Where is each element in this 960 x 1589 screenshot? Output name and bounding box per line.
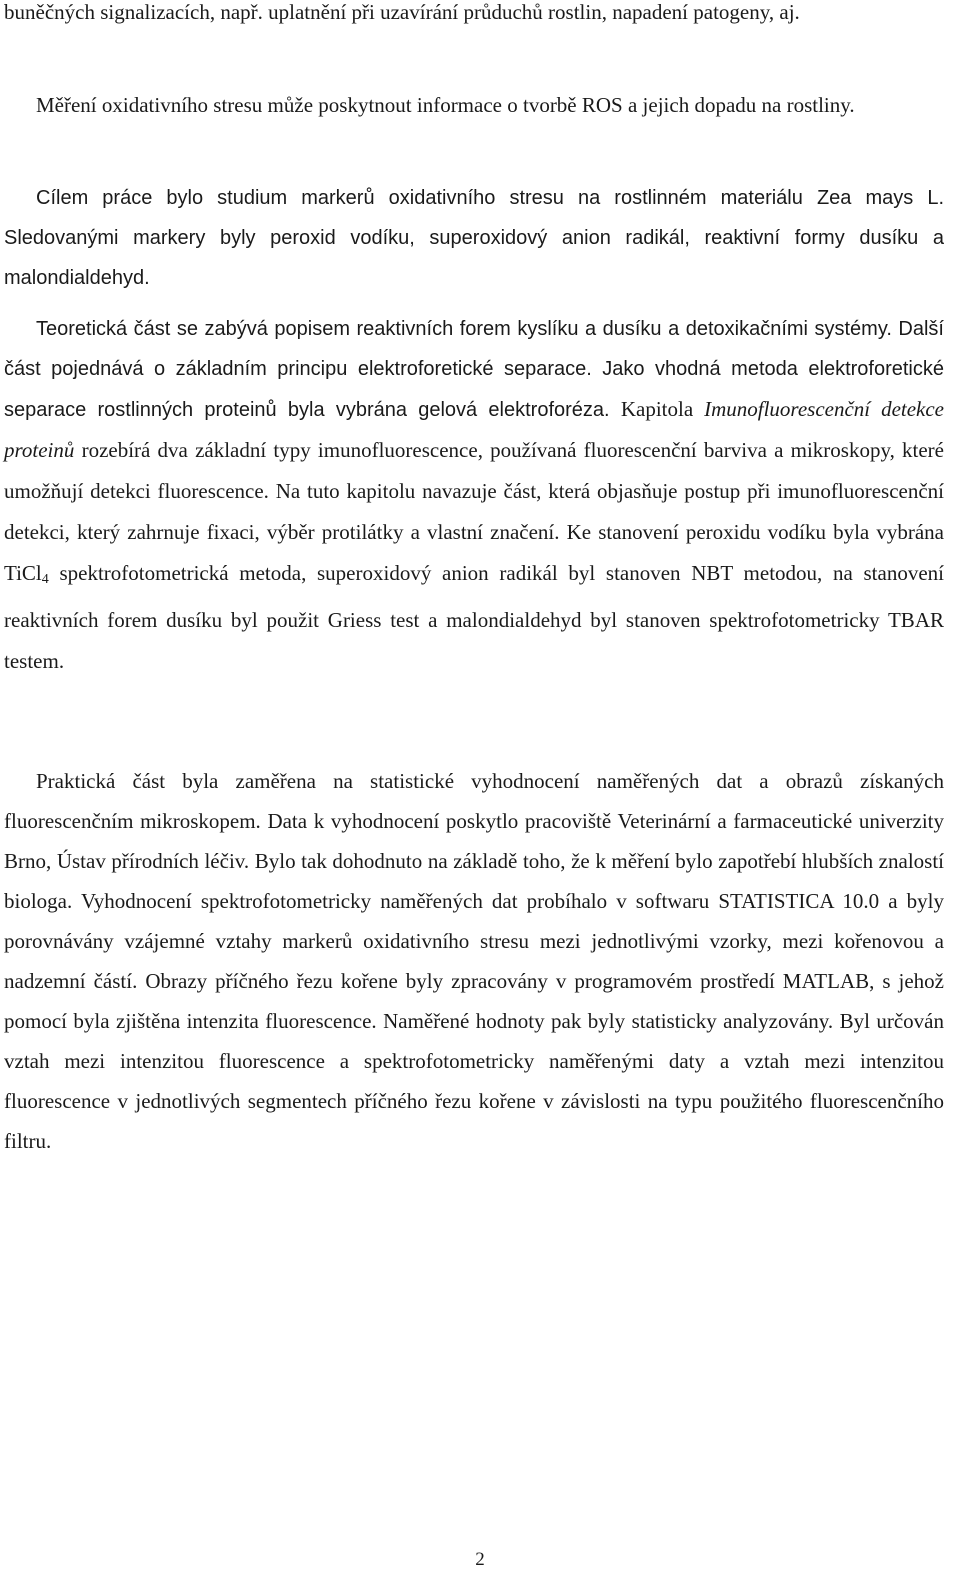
paragraph-4-text-segment: Ke stanovení peroxidu vodíku byla vybrána TiCl bbox=[4, 520, 944, 585]
paragraph-4-text-segment: 4 bbox=[41, 572, 49, 587]
paragraph-3-text-segment: Cílem práce bylo studium markerů oxidativního stresu na rostlinném materiálu Zea mays L. Sledovanými markery byly peroxid vodíku, superoxidový anion radikál, reaktivní formy dusíku a malondialdehyd. bbox=[4, 187, 944, 289]
page-number: 2 bbox=[475, 1549, 485, 1570]
paragraph-4 bbox=[4, 309, 944, 682]
paragraph-1-text-segment: buněčných signalizacích, např. uplatnění při uzavírání průduchů rostlin, napadení patogeny, aj. bbox=[4, 0, 800, 24]
paragraph-4-text-segment: Kapitola bbox=[620, 397, 705, 421]
paragraph-5-text-segment: Praktická část byla zaměřena na statistické vyhodnocení naměřených dat a obrazů získaných fluorescenčním mikroskopem. Data k vyhodnocení poskytlo pracoviště Veterinární a farmaceutické univerzity Brno, Ústav přírodních léčiv. Bylo tak dohodnuto na základě toho, že k měření bylo zapotřebí hlubších znalostí biologa. Vyhodnocení spektrofotometricky naměřených dat probíhalo v softwaru STATISTICA 10.0 a byly porovnávány vzájemné vztahy markerů oxidativního stresu mezi jednotlivými vzorky, mezi kořenovou a nadzemní částí. Obrazy příčného řezu kořene byly zpracovány v programovém prostředí MATLAB, s jehož pomocí byla zjištěna intenzita fluorescence. Naměřené hodnoty pak byly statisticky analyzovány. Byl určován vztah mezi intenzitou fluorescence a spektrofotometricky naměřenými daty a vztah mezi intenzitou fluorescence v jednotlivých segmentech příčného řezu kořene v závislosti na typu použitého fluorescenčního filtru. bbox=[4, 769, 944, 1153]
paragraph-1 bbox=[4, 0, 800, 32]
paragraph-4-text-segment: Imunofluorescenční detekce proteinů bbox=[4, 397, 945, 462]
paragraph-4-text-segment: spektrofotometrická metoda, superoxidový anion radikál byl stanoven NBT metodou, na stanovení reaktivních forem dusíku byl použit Griess test a malondialdehyd byl stanoven spektrofotometricky TBAR testem. bbox=[4, 561, 944, 673]
paragraph-2-text-segment: Měření oxidativního stresu může poskytnout informace o tvorbě ROS a jejich dopadu na rostliny. bbox=[36, 93, 855, 117]
paragraph-4-text-segment: Na tuto kapitolu navazuje část, která objasňuje postup při imunofluorescenční detekci, který zahrnuje fixaci, výběr protilátky a vlastní značení. bbox=[4, 479, 944, 544]
paragraph-4-text-segment: Teoretická část se zabývá popisem reaktivních forem kyslíku a dusíku a detoxikačními systémy. Další část pojednává o základním principu elektroforetické separace. Jako vhodná metoda elektroforetické separace rostlinných proteinů byla vybrána gelová elektroforéza. bbox=[4, 318, 944, 421]
paragraph-5 bbox=[4, 761, 944, 1161]
paragraph-2 bbox=[4, 85, 855, 125]
paragraph-4-text-segment: rozebírá dva základní typy imunofluorescence, používaná fluorescenční barviva a mikroskopy, které umožňují detekci fluorescence. bbox=[4, 438, 944, 503]
paragraph-3 bbox=[4, 178, 944, 298]
